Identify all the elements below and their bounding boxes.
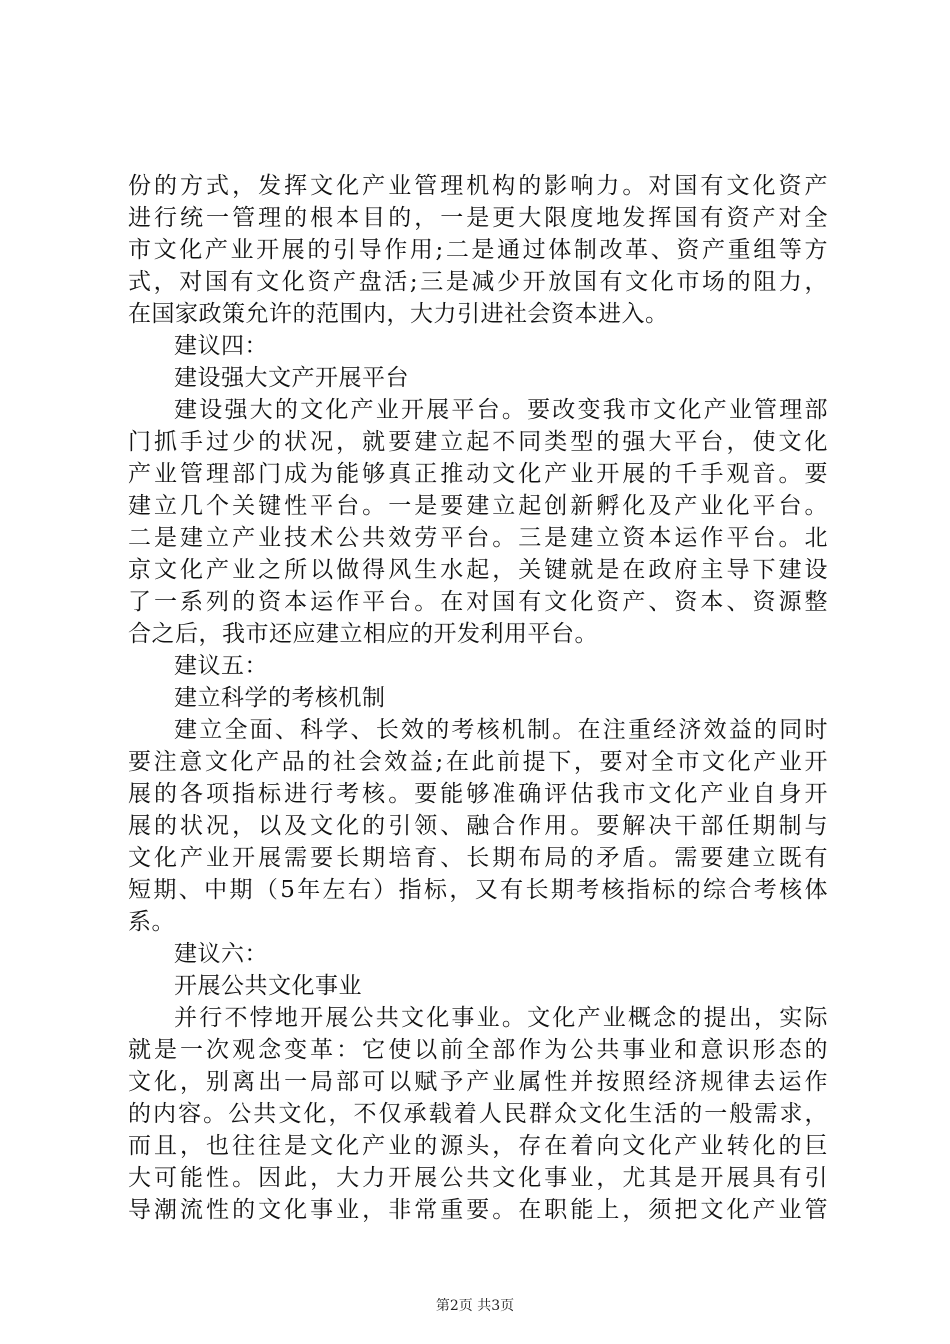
text-line: 式，对国有文化资产盘活;三是减少开放国有文化市场的阻力， xyxy=(128,269,828,295)
text-line: 建议四： xyxy=(174,333,268,359)
text-line: 短期、中期（5年左右）指标，又有长期考核指标的综合考核体 xyxy=(128,877,828,903)
text-line: 份的方式，发挥文化产业管理机构的影响力。对国有文化资产 xyxy=(128,173,828,199)
document-body xyxy=(128,170,828,1226)
text-line: 展的各项指标进行考核。要能够准确评估我市文化产业自身开 xyxy=(128,781,828,807)
text-line: 导潮流性的文化事业，非常重要。在职能上，须把文化产业管 xyxy=(128,1197,828,1223)
text-line: 系。 xyxy=(128,909,175,935)
text-line: 建立全面、科学、长效的考核机制。在注重经济效益的同时 xyxy=(174,717,828,743)
text-line: 建立科学的考核机制 xyxy=(174,685,386,711)
text-line: 而且，也往往是文化产业的源头，存在着向文化产业转化的巨 xyxy=(128,1133,828,1159)
text-line: 产业管理部门成为能够真正推动文化产业开展的千手观音。要 xyxy=(128,461,828,487)
text-line: 二是建立产业技术公共效劳平台。三是建立资本运作平台。北 xyxy=(128,525,828,551)
text-line: 开展公共文化事业 xyxy=(174,973,362,999)
text-line: 的内容。公共文化，不仅承载着人民群众文化生活的一般需求， xyxy=(128,1101,828,1127)
text-line: 大可能性。因此，大力开展公共文化事业，尤其是开展具有引 xyxy=(128,1165,828,1191)
text-line: 门抓手过少的状况，就要建立起不同类型的强大平台，使文化 xyxy=(128,429,828,455)
text-line: 就是一次观念变革：它使以前全部作为公共事业和意识形态的 xyxy=(128,1037,828,1063)
text-line: 并行不悖地开展公共文化事业。文化产业概念的提出，实际 xyxy=(174,1005,828,1031)
text-line: 了一系列的资本运作平台。在对国有文化资产、资本、资源整 xyxy=(128,589,828,615)
text-line: 建设强大的文化产业开展平台。要改变我市文化产业管理部 xyxy=(174,397,828,423)
page-footer: 第2页 共3页 xyxy=(435,1298,515,1314)
text-line: 要注意文化产品的社会效益;在此前提下，要对全市文化产业开 xyxy=(128,749,828,775)
text-line: 文化产业开展需要长期培育、长期布局的矛盾。需要建立既有 xyxy=(128,845,828,871)
text-line: 文化，别离出一局部可以赋予产业属性并按照经济规律去运作 xyxy=(128,1069,828,1095)
text-line: 京文化产业之所以做得风生水起，关键就是在政府主导下建设 xyxy=(128,557,828,583)
text-line: 在国家政策允许的范围内，大力引进社会资本进入。 xyxy=(128,301,669,327)
text-line: 建议六： xyxy=(174,941,268,967)
text-line: 展的状况，以及文化的引领、融合作用。要解决干部任期制与 xyxy=(128,813,828,839)
text-line: 进行统一管理的根本目的，一是更大限度地发挥国有资产对全 xyxy=(128,205,828,231)
text-line: 建立几个关键性平台。一是要建立起创新孵化及产业化平台。 xyxy=(128,493,828,519)
text-line: 合之后，我市还应建立相应的开发利用平台。 xyxy=(128,621,598,647)
text-line: 市文化产业开展的引导作用;二是通过体制改革、资产重组等方 xyxy=(128,237,828,263)
text-line: 建议五： xyxy=(174,653,268,679)
text-line: 建设强大文产开展平台 xyxy=(174,365,409,391)
